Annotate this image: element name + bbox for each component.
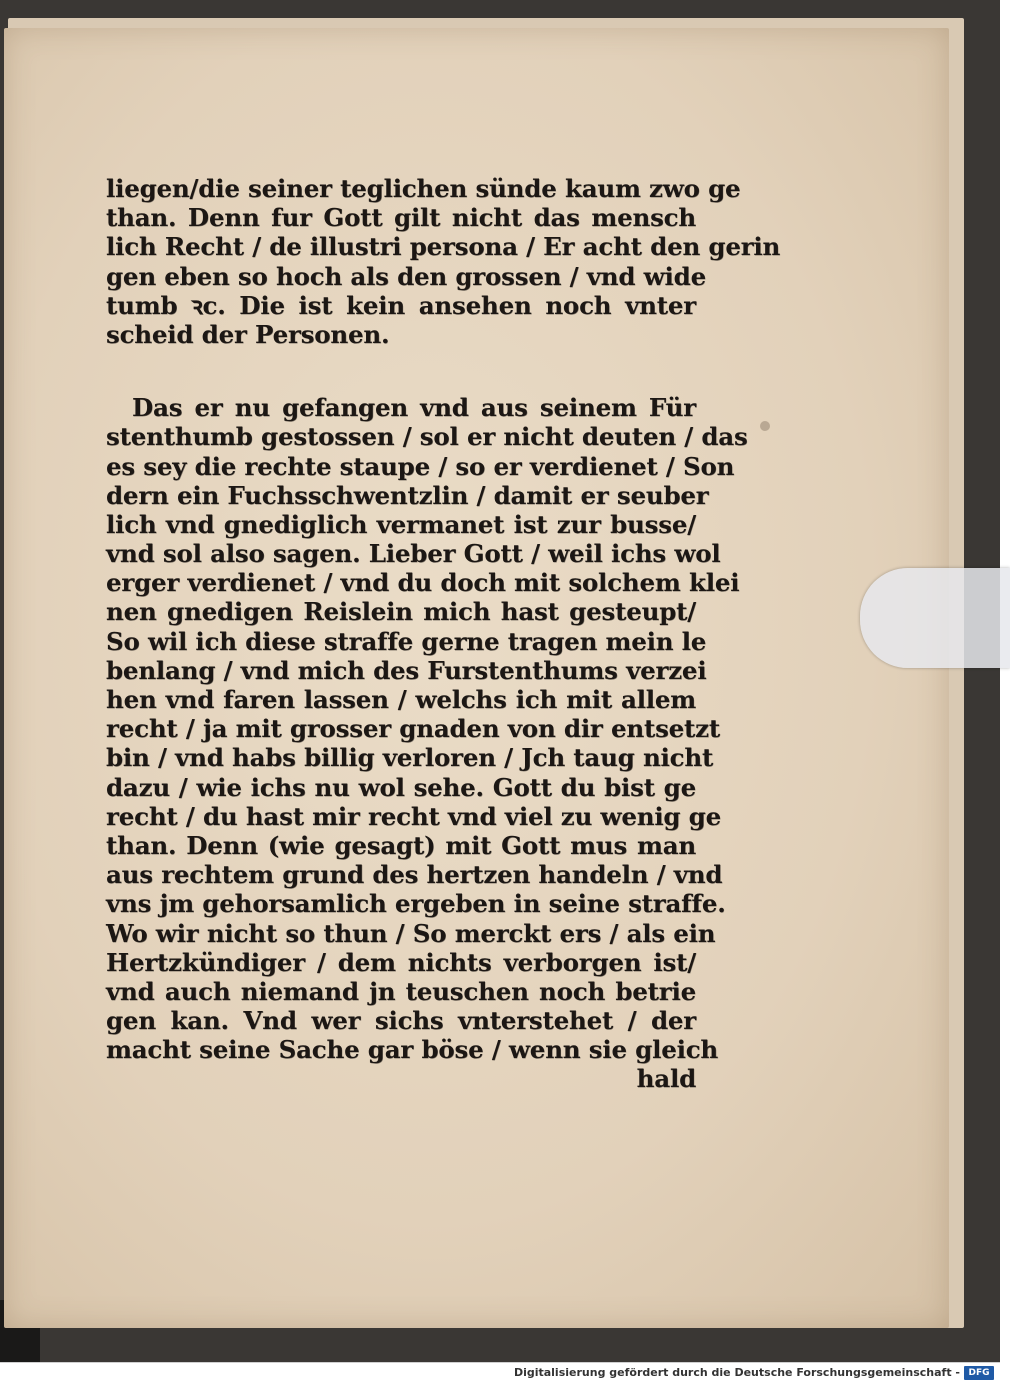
paragraph-gap [106, 349, 696, 393]
text-line: vnd auch niemand jn teuschen noch betrie [106, 976, 696, 1006]
dfg-logo: DFG [964, 1366, 994, 1380]
funding-credit: Digitalisierung gefördert durch die Deutsche Forschungsgemeinschaft - [513, 1366, 960, 1379]
text-line: recht / ja mit grosser gnaden von dir entsetzt [106, 714, 721, 744]
page-hole [760, 421, 770, 431]
text-line: tumb ꝛc. Die ist kein ansehen noch vnter [106, 290, 696, 320]
text-line: So wil ich diese straffe gerne tragen mein le [106, 626, 707, 656]
text-line: gen eben so hoch als den grossen / vnd wide [106, 261, 706, 291]
text-line: scheid der Personen. [106, 319, 390, 349]
text-line: vns jm gehorsamlich ergeben in seine straffe. [106, 889, 726, 919]
text-line: than. Denn (wie gesagt) mit Gott mus man [106, 830, 696, 860]
text-line: vnd sol also sagen. Lieber Gott / weil ichs wol [106, 539, 721, 569]
text-line: aus rechtem grund des hertzen handeln / vnd [106, 860, 723, 890]
text-line: erger verdienet / vnd du doch mit solchem klei [106, 568, 740, 598]
text-line: bin / vnd habs billig verloren / Jch taug nicht [106, 743, 714, 773]
text-line: gen kan. Vnd wer sichs vnterstehet / der [106, 1006, 696, 1036]
text-line: recht / du hast mir recht vnd viel zu wenig ge [106, 801, 721, 831]
text-line: dern ein Fuchsschwentzlin / damit er seuber [106, 480, 709, 510]
catchword: hald [636, 1064, 696, 1094]
page-text [106, 174, 781, 1094]
bookmark-clip [860, 568, 1010, 668]
text-line: than. Denn fur Gott gilt nicht das mensch [106, 203, 696, 233]
text-line: dazu / wie ichs nu wol sehe. Gott du bist ge [106, 772, 696, 802]
text-line: hen vnd faren lassen / welchs ich mit allem [106, 685, 696, 714]
text-line: Hertzkündiger / dem nichts verborgen ist/ [106, 947, 696, 977]
text-line: lich Recht / de illustri persona / Er acht den gerin [106, 232, 781, 262]
text-line: es sey die rechte staupe / so er verdienet / Son [106, 451, 735, 481]
footer-bar [0, 1362, 1000, 1384]
text-line: Das er nu gefangen vnd aus seinem Für [132, 393, 696, 423]
text-line: lich vnd gnediglich vermanet ist zur busse/ [106, 509, 696, 539]
text-line: benlang / vnd mich des Furstenthums verzei [106, 655, 707, 685]
text-line: stenthumb gestossen / sol er nicht deuten / das [106, 422, 748, 452]
text-line: nen gnedigen Reislein mich hast gesteupt/ [106, 597, 696, 627]
text-line: Wo wir nicht so thun / So merckt ers / als ein [106, 918, 716, 948]
text-line: liegen/die seiner teglichen sünde kaum zwo ge [106, 174, 741, 203]
text-line: macht seine Sache gar böse / wenn sie gleich [106, 1035, 719, 1065]
